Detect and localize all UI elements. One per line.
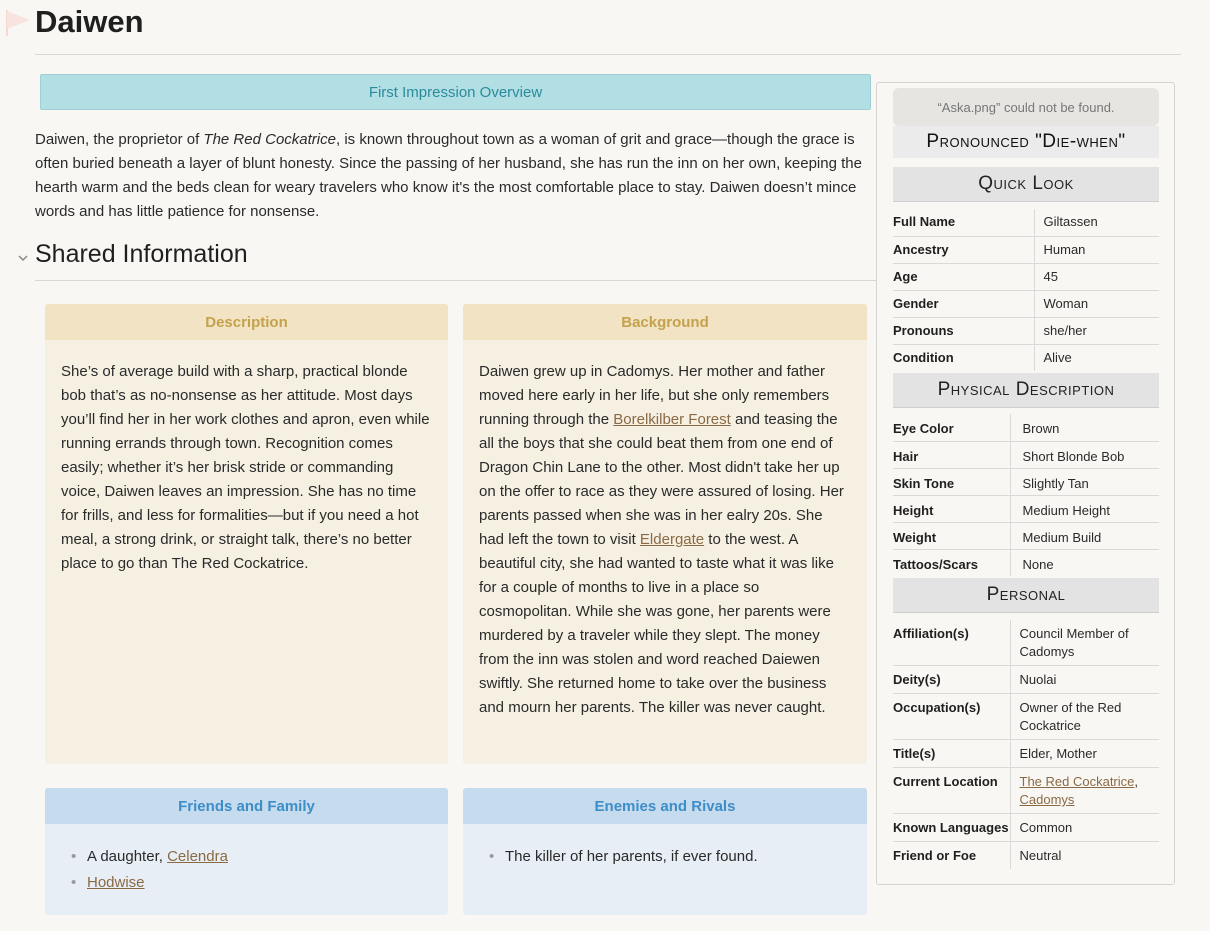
table-row [893,549,1159,576]
location-separator: , [1134,774,1139,789]
row-label: Current Location [893,768,1010,814]
row-value: Common [1010,814,1159,842]
row-value: Giltassen [1034,209,1159,236]
quick-look-table [893,209,1159,371]
background-text-3: to the west. A beautiful city, she had wanted to taste what it was like for a couple of months to live in a place so cosmopolitan. While she was gone, her parents were murdered by a traveler while they slept. The money from the inn was stolen and word reached Daiewen swiftly. She returned home to take over the business and mourn her parents. The killer was never caught. [479,531,834,716]
enemies-list [479,844,851,870]
table-row [893,317,1159,344]
row-value: 45 [1034,263,1159,290]
table-row [893,441,1159,468]
row-value [1010,768,1159,814]
row-value: Short Blonde Bob [1010,441,1159,468]
celendra-link[interactable]: Celendra [167,848,228,865]
row-value: Medium Build [1010,522,1159,549]
background-panel [463,304,867,764]
table-row [893,495,1159,522]
description-panel [45,304,448,764]
eldergate-link[interactable]: Eldergate [639,531,705,548]
chevron-down-icon[interactable] [16,251,30,265]
row-label: Tattoos/Scars [893,549,1010,576]
quick-look-header: Quick Look [893,167,1159,202]
table-row [893,814,1159,842]
table-row [893,263,1159,290]
row-label: Skin Tone [893,468,1010,495]
table-row [893,344,1159,371]
hodwise-link[interactable]: Hodwise [87,874,145,891]
pronunciation: Pronounced "Die-when" [893,126,1159,158]
row-label: Ancestry [893,236,1034,263]
row-value: Elder, Mother [1010,740,1159,768]
section-divider [35,280,876,281]
row-value: Alive [1043,349,1072,365]
personal-table [893,620,1159,869]
row-value: she/her [1034,317,1159,344]
row-label: Friend or Foe [893,842,1010,870]
row-label: Known Languages [893,814,1010,842]
row-value: Nuolai [1010,666,1159,694]
red-cockatrice-link[interactable]: The Red Cockatrice [1019,774,1135,789]
row-label: Affiliation(s) [893,620,1010,666]
row-label: Gender [893,290,1034,317]
row-label: Deity(s) [893,666,1010,694]
table-row [893,468,1159,495]
row-value: Owner of the Red Cockatrice [1010,694,1159,740]
table-row [893,740,1159,768]
table-row [893,620,1159,666]
cadomys-link[interactable]: Cadomys [1019,792,1075,807]
friend-prefix: A daughter, [87,848,168,865]
list-item [87,844,432,870]
shared-info-section[interactable] [16,240,248,269]
personal-header: Personal [893,578,1159,613]
friends-panel [45,788,448,915]
page-title: Daiwen [35,4,144,39]
background-text [463,340,867,730]
background-header: Background [463,304,867,340]
background-text-1: Daiwen grew up in Cadomys. Her mother and father moved here early in her life, but she only remembers running through the [479,363,830,428]
list-item [87,870,432,896]
borelkilber-forest-link[interactable]: Borelkilber Forest [613,411,731,428]
enemies-panel [463,788,867,915]
physical-table [893,414,1159,576]
row-label: Weight [893,522,1010,549]
row-value: Woman [1034,290,1159,317]
row-label: Hair [893,441,1010,468]
row-value: None [1022,556,1054,572]
title-divider [35,54,1181,55]
table-row [893,768,1159,814]
first-impression-header: First Impression Overview [40,74,871,110]
row-value: Medium Height [1010,495,1159,522]
row-label: Occupation(s) [893,694,1010,740]
physical-description-header: Physical Description [893,373,1159,408]
row-label: Full Name [893,209,1034,236]
row-value: Brown [1010,414,1159,441]
intro-text-a: Daiwen, the proprietor of [35,131,204,148]
intro-paragraph [35,128,865,224]
row-label: Eye Color [893,414,1010,441]
row-value: Neutral [1019,848,1062,863]
missing-image-placeholder: “Aska.png” could not be found. [893,88,1159,126]
table-row [893,414,1159,441]
table-row [893,236,1159,263]
section-title: Shared Information [35,240,248,268]
table-row [893,666,1159,694]
intro-inn-name: The Red Cockatrice [203,131,336,148]
row-label: Title(s) [893,740,1010,768]
enemies-header: Enemies and Rivals [463,788,867,824]
row-value: Human [1034,236,1159,263]
table-row [893,842,1159,870]
friends-header: Friends and Family [45,788,448,824]
character-infobox [876,82,1175,885]
row-label: Height [893,495,1010,522]
row-value: Slightly Tan [1010,468,1159,495]
table-row [893,522,1159,549]
enemies-body [463,824,867,880]
intro-text-b: , is known throughout town as a woman of grit and grace—though the grace is often buried beneath a layer of blunt honesty. Since the passing of her husband, she has run the inn on her own, keeping the hearth warm and the beds clean for weary travelers who know it's the most comfortable place to stay. Daiwen doesn’t mince words and has little patience for nonsense. [35,131,862,220]
friends-body [45,824,448,906]
table-row [893,209,1159,236]
row-value: Council Member of Cadomys [1010,620,1159,666]
friends-list [61,844,432,896]
description-text: She’s of average build with a sharp, practical blonde bob that’s as no-nonsense as her attitude. Most days you’ll find her in her work clothes and apron, even while running errands through town. Recognition comes easily; whether it’s her brisk stride or commanding voice, Daiwen leaves an impression. She has no time for frills, and less for formalities—but if you need a hot meal, a strong drink, or straight talk, there’s no better place to go than The Red Cockatrice. [61,363,430,572]
row-label: Pronouns [893,317,1034,344]
table-row [893,694,1159,740]
table-row [893,290,1159,317]
row-label: Condition [893,344,1034,371]
description-header: Description [45,304,448,340]
row-label: Age [893,263,1034,290]
background-text-2: and teasing the all the boys that she could beat them from one end of Dragon Chin Lane to the other. Most didn't take her up on the offer to race as they were assured of losing. Her parents passed when she was in her ealry 20s. She had left the town to visit [479,411,844,548]
flag-icon [4,8,32,38]
list-item: • The killer of her parents, if ever found. [505,844,851,870]
